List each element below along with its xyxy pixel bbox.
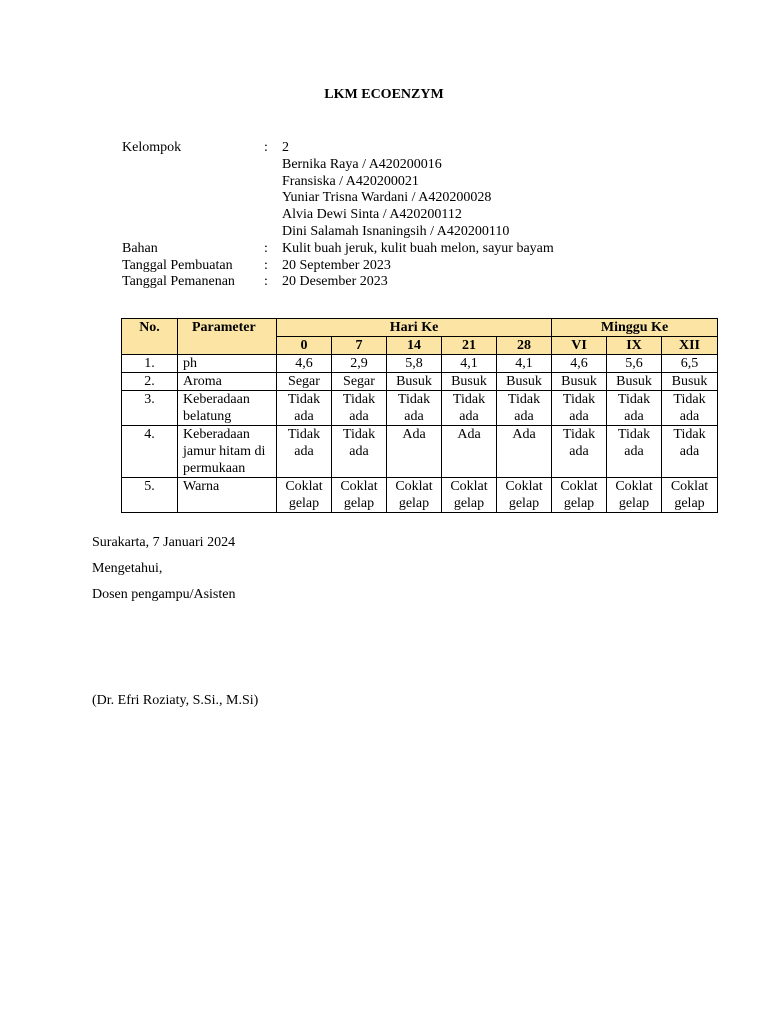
member-name: Alvia Dewi Sinta / A420200112 [282, 207, 462, 223]
row-parameter: Keberadaan jamur hitam di permukaan [178, 426, 277, 478]
header-day: 14 [387, 337, 442, 355]
info-section [122, 140, 554, 291]
row-number: 4. [122, 426, 178, 478]
row-value: Tidak ada [662, 426, 718, 478]
row-value: Coklat gelap [277, 478, 332, 513]
row-number: 5. [122, 478, 178, 513]
colon: : [264, 140, 268, 155]
member-name: Yuniar Trisna Wardani / A420200028 [282, 190, 492, 206]
row-number: 1. [122, 355, 178, 373]
row-value: 5,6 [607, 355, 662, 373]
row-value: Busuk [497, 373, 552, 391]
header-day: 7 [332, 337, 387, 355]
kelompok-label: Kelompok [122, 140, 182, 155]
table-row [122, 391, 718, 426]
row-value: Coklat gelap [662, 478, 718, 513]
row-value: Ada [387, 426, 442, 478]
table-row [122, 355, 718, 373]
table-row [122, 478, 718, 513]
header-day: 28 [497, 337, 552, 355]
row-number: 3. [122, 391, 178, 426]
kelompok-value: 2 [282, 140, 289, 155]
colon: : [264, 240, 268, 256]
row-value: Tidak ada [277, 426, 332, 478]
place-date: Surakarta, 7 Januari 2024 [92, 535, 236, 550]
member-name: Fransiska / A420200021 [282, 173, 419, 189]
header-no: No. [122, 319, 178, 355]
colon: : [264, 257, 268, 273]
role-text: Dosen pengampu/Asisten [92, 587, 236, 602]
row-value: Tidak ada [552, 426, 607, 478]
row-number: 2. [122, 373, 178, 391]
row-value: Tidak ada [332, 426, 387, 478]
header-day: 21 [442, 337, 497, 355]
row-parameter: ph [178, 355, 277, 373]
header-minggu-ke: Minggu Ke [552, 319, 718, 337]
row-value: Tidak ada [332, 391, 387, 426]
row-value: Busuk [387, 373, 442, 391]
row-value: 2,9 [332, 355, 387, 373]
row-value: Coklat gelap [387, 478, 442, 513]
row-value: Coklat gelap [332, 478, 387, 513]
row-value: Tidak ada [662, 391, 718, 426]
member-name: Dini Salamah Isnaningsih / A420200110 [282, 223, 510, 239]
row-value: Coklat gelap [552, 478, 607, 513]
row-value: 5,8 [387, 355, 442, 373]
row-parameter: Keberadaan belatung [178, 391, 277, 426]
row-value: Coklat gelap [607, 478, 662, 513]
row-parameter: Aroma [178, 373, 277, 391]
signer-name: (Dr. Efri Roziaty, S.Si., M.Si) [92, 693, 259, 708]
header-week: VI [552, 337, 607, 355]
header-week: XII [662, 337, 718, 355]
pemanenan-value: 20 Desember 2023 [282, 274, 388, 290]
pemanenan-label: Tanggal Pemanenan [122, 274, 235, 290]
row-value: Busuk [662, 373, 718, 391]
row-value: Tidak ada [387, 391, 442, 426]
row-value: Tidak ada [607, 391, 662, 426]
pembuatan-value: 20 September 2023 [282, 257, 391, 273]
table-row [122, 373, 718, 391]
row-value: Busuk [442, 373, 497, 391]
observation-table [121, 318, 718, 513]
mengetahui-text: Mengetahui, [92, 561, 163, 576]
bahan-value: Kulit buah jeruk, kulit buah melon, sayur bayam [282, 240, 554, 256]
row-value: 4,1 [497, 355, 552, 373]
row-value: Tidak ada [552, 391, 607, 426]
header-hari-ke: Hari Ke [277, 319, 552, 337]
page-title: LKM ECOENZYM [324, 87, 444, 102]
row-parameter: Warna [178, 478, 277, 513]
row-value: 4,6 [277, 355, 332, 373]
row-value: Busuk [552, 373, 607, 391]
table-row [122, 426, 718, 478]
row-value: 6,5 [662, 355, 718, 373]
header-parameter: Parameter [178, 319, 277, 355]
row-value: Coklat gelap [497, 478, 552, 513]
row-value: Tidak ada [497, 391, 552, 426]
row-value: Segar [277, 373, 332, 391]
member-name: Bernika Raya / A420200016 [282, 156, 442, 172]
row-value: 4,6 [552, 355, 607, 373]
row-value: Tidak ada [442, 391, 497, 426]
row-value: 4,1 [442, 355, 497, 373]
row-value: Segar [332, 373, 387, 391]
row-value: Tidak ada [607, 426, 662, 478]
row-value: Tidak ada [277, 391, 332, 426]
colon: : [264, 274, 268, 290]
header-week: IX [607, 337, 662, 355]
row-value: Coklat gelap [442, 478, 497, 513]
header-day: 0 [277, 337, 332, 355]
row-value: Busuk [607, 373, 662, 391]
row-value: Ada [442, 426, 497, 478]
pembuatan-label: Tanggal Pembuatan [122, 257, 233, 273]
bahan-label: Bahan [122, 240, 158, 256]
row-value: Ada [497, 426, 552, 478]
